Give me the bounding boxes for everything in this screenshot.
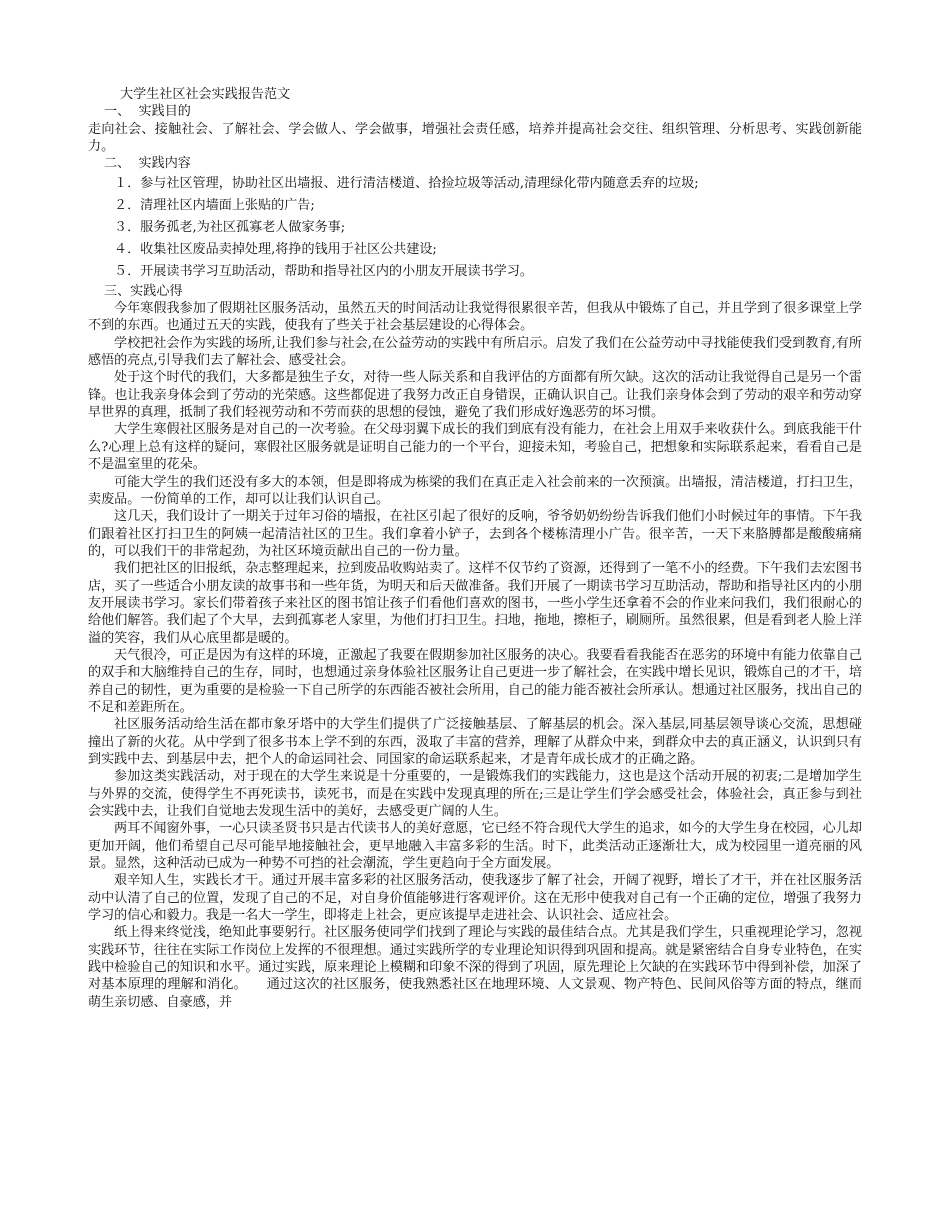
content-list (88, 173, 862, 283)
body-paragraph: 可能大学生的我们还没有多大的本领，但是即将成为栋梁的我们在真正走入社会前来的一次预演。出墙报，清洁楼道，打扫卫生，卖废品。一份简单的工作，却可以让我们认识自己。 (88, 474, 862, 507)
body-paragraph: 我们把社区的旧报纸，杂志整理起来，拉到废品收购站卖了。这样不仅节约了资源，还得到了一笔不小的经费。下午我们去宏图书店，买了一些适合小朋友读的故事书和一些年货，为明天和后天做准备。我们开展了一期读书学习互助活动，帮助和指导社区内的小朋友开展读书学习。家长们带着孩子来社区的图书馆让孩子们看他们喜欢的图书，一些小学生还拿着不会的作业来问我们，我们很耐心的给他们解答。我们起了个大早，去到孤寡老人家里，为他们打扫卫生。扫地，拖地，擦柜子，刷厕所。虽然很累，但是看到老人脸上洋溢的笑容，我们从心底里都是暖的。 (88, 561, 862, 646)
body-paragraph: 今年寒假我参加了假期社区服务活动，虽然五天的时间活动让我觉得很累很辛苦，但我从中锻炼了自己，并且学到了很多课堂上学不到的东西。也通过五天的实践，使我有了些关于社会基层建设的心得体会。 (88, 301, 862, 334)
body-paragraph: 大学生寒假社区服务是对自己的一次考验。在父母羽翼下成长的我们到底有没有能力，在社会上用双手来收获什么。到底我能干什么?心理上总有这样的疑问，寒假社区服务就是证明自己能力的一个平台，迎接未知，考验自己，把想象和实际联系起来，看看自己是不是温室里的花朵。 (88, 422, 862, 473)
list-item: １．参与社区管理，协助社区出墙报、进行清洁楼道、拾捡垃圾等活动,清理绿化带内随意丢弃的垃圾; (114, 175, 699, 191)
list-item: ２．清理社区内墙面上张贴的广告; (114, 197, 315, 213)
body-paragraph: 艰辛知人生，实践长才干。通过开展丰富多彩的社区服务活动，使我逐步了解了社会，开阔了视野，增长了才干，并在社区服务活动中认清了自己的位置，发现了自己的不足，对自身价值能够进行客观评价。这在无形中使我对自己有一个正确的定位，增强了我努力学习的信心和毅力。我是一名大一学生，即将走上社会，更应该提早走进社会、认识社会、适应社会。 (88, 873, 862, 924)
body-paragraph: 学校把社会作为实践的场所,让我们参与社会,在公益劳动的实践中有所启示。启发了我们在公益劳动中寻找能使我们受到教育,有所感悟的亮点,引导我们去了解社会、感受社会。 (88, 335, 862, 369)
body-paragraph: 参加这类实践活动，对于现在的大学生来说是十分重要的，一是锻炼我们的实践能力，这也是这个活动开展的初衷;二是增加学生与外界的交流，使得学生不再死读书，读死书，而是在实践中发现真理的所在;三是让学生们学会感受社会，体验社会，真正参与到社会实践中去，让我们自觉地去发现生活中的美好，去感受更广阔的人生。 (88, 769, 862, 820)
body-paragraph: 这几天，我们设计了一期关于过年习俗的墙报，在社区引起了很好的反响，爷爷奶奶纷纷告诉我们他们小时候过年的事情。下午我们跟着社区打扫卫生的阿姨一起清洁社区的卫生。我们拿着小铲子，去到各个楼栋清理小广告。很辛苦，一天下来胳膊都是酸酸痛痛的，可以我们干的非常起劲，为社区环境贡献出自己的一份力量。 (88, 509, 862, 559)
body-paragraph: 两耳不闻窗外事，一心只读圣贤书只是古代读书人的美好意愿，它已经不符合现代大学生的追求，如今的大学生身在校园，心儿却更加开阔，他们希望自己尽可能早地接触社会，更早地融入丰富多彩的生活。时下，此类活动正逐渐壮大，成为校园里一道亮丽的风景。显然，这种活动已成为一种势不可挡的社会潮流，学生更趋向于全方面发展。 (88, 821, 862, 872)
body-paragraph: 社区服务活动给生活在都市象牙塔中的大学生们提供了广泛接触基层、了解基层的机会。深入基层,同基层领导谈心交流，思想碰撞出了新的火花。从中学到了很多书本上学不到的东西，汲取了丰富的营养，理解了从群众中来，到群众中去的真正涵义，认识到只有到实践中去、到基层中去，把个人的命运同社会、同国家的命运联系起来，才是青年成长成才的正确之路。 (88, 717, 862, 767)
list-item: ３．服务孤老,为社区孤寡老人做家务事; (114, 219, 346, 235)
section-heading-content: 二、 实践内容 (104, 156, 191, 172)
body-paragraph: 处于这个时代的我们，大多都是独生子女，对待一些人际关系和自我评估的方面都有所欠缺。这次的活动让我觉得自己是另一个雷锋。也让我亲身体会到了劳动的光荣感。这些都促进了我努力改正自身错误，正确认识自己。让我们亲身体会到了劳动的艰辛和劳动穿早世界的真理，抵制了我们轻视劳动和不劳而获的思想的侵蚀，避免了我们形成好逸恶劳的坏习惯。 (88, 370, 862, 421)
experience-body (88, 300, 862, 1011)
body-paragraph: 纸上得来终觉浅，绝知此事要躬行。社区服务使同学们找到了理论与实践的最佳结合点。尤其是我们学生，只重视理论学习，忽视实践环节，往往在实际工作岗位上发挥的不很理想。通过实践所学的专业理论知识得到巩固和提高。就是紧密结合自身专业特色，在实践中检验自己的知识和水平。通过实践，原来理论上模糊和印象不深的得到了巩固，原先理论上欠缺的在实践环节中得到补偿，加深了对基本原理的理解和消化。 通过这次的社区服务，使我熟悉社区在地理环境、人文景观、物产特色、民间风俗等方面的特点，继而萌生亲切感、自豪感，并 (88, 925, 862, 1010)
list-item: ５．开展读书学习互助活动，帮助和指导社区内的小朋友开展读书学习。 (114, 263, 533, 279)
purpose-paragraph: 走向社会、接触社会、了解社会、学会做人、学会做事，增强社会责任感，培养并提高社会交往、组织管理、分析思考、实践创新能力。 (88, 121, 862, 155)
list-item: ４．收集社区废品卖掉处理,将挣的钱用于社区公共建设; (114, 241, 437, 257)
body-paragraph: 天气很冷，可正是因为有这样的环境，正激起了我要在假期参加社区服务的决心。我要看看我能否在恶劣的环境中有能力依靠自己的双手和大脑维持自己的生存，同时，也想通过亲身体验社区服务让自己更进一步了解社会，在实践中增长见识，锻炼自己的才干，培养自己的韧性，更为重要的是检验一下自己所学的东西能否被社会所用，自己的能力能否被社会所承认。想通过社区服务，找出自己的不足和差距所在。 (88, 647, 862, 715)
document-title: 大学生社区社会实践报告范文 (120, 87, 291, 102)
section-heading-experience: 三、实践心得 (104, 283, 183, 299)
section-heading-purpose: 一、 实践目的 (104, 104, 191, 120)
